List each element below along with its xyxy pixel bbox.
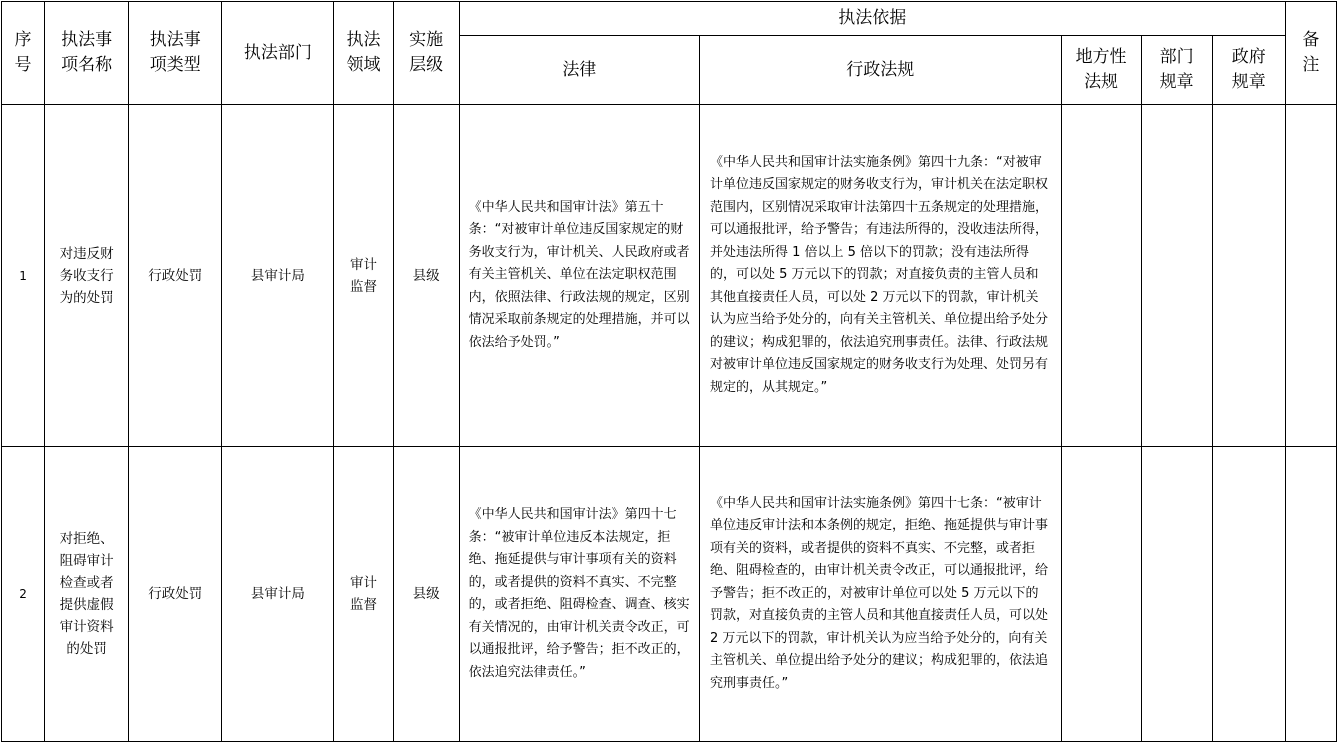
- row-department: 县审计局: [222, 447, 334, 742]
- header-item-name: [45, 2, 129, 105]
- row-level: 县级: [393, 105, 459, 447]
- header-department-label: 执法部门: [243, 42, 312, 63]
- header-item-type-label: 执法事项类型: [149, 30, 201, 75]
- row-gov-rule: [1212, 105, 1285, 447]
- row-level: 县级: [393, 447, 459, 742]
- row-admin-reg: 《中华人民共和国审计法实施条例》第四十七条：“被审计单位违反审计法和本条例的规定，拒绝、拖延提供与审计事项有关的资料，或者提供的资料不真实、不完整，或者拒绝、阻碍检查的，由审计机关责令改正，可以通报批评，给予警告；拒不改正的，对被审计单位可以处 5 万元以下的罚款，对直接负责的主管人员和其他直接责任人员，可以处 2 万元以下的罚款，审计机关认为应当给予处分的，向有关主管机关、单位提出给予处分的建议；构成犯罪的，依法追究刑事责任。”: [699, 447, 1061, 742]
- header-gov-rule-label: 政府规章: [1231, 47, 1266, 92]
- header-seq-label: 序号: [14, 30, 32, 75]
- row-department: 县审计局: [222, 105, 334, 447]
- row-domain-text: 审计监督: [350, 575, 377, 613]
- header-level: [393, 2, 459, 105]
- header-domain-label: 执法领域: [346, 30, 381, 75]
- enforcement-basis-table: [1, 1, 1337, 742]
- header-remark: [1285, 2, 1336, 105]
- header-remark-label: 备注: [1302, 30, 1320, 75]
- header-item-name-label: 执法事项名称: [61, 30, 113, 75]
- row-law: 《中华人民共和国审计法》第四十七条：“被审计单位违反本法规定，拒绝、拖延提供与审计事项有关的资料的，或者提供的资料不真实、不完整的，或者拒绝、阻碍检查、调查、核实有关情况的，由审计机关责令改正，可以通报批评，给予警告；拒不改正的，依法追究法律责任。”: [459, 447, 699, 742]
- header-admin-reg: [699, 36, 1061, 105]
- header-item-type: [129, 2, 222, 105]
- row-remark: [1285, 105, 1336, 447]
- row-item-name-text: 对违反财务收支行为的处罚: [59, 245, 114, 306]
- row-admin-reg: 《中华人民共和国审计法实施条例》第四十九条：“对被审计单位违反国家规定的财务收支行为，审计机关在法定职权范围内，区别情况采取审计法第四十五条规定的处理措施，可以通报批评，给予警告；有违法所得的，没收违法所得，并处违法所得 1 倍以上 5 倍以下的罚款；没有违法所得的，可以处 5 万元以下的罚款；对直接负责的主管人员和其他直接责任人员，可以处 2 万元以下的罚款，审计机关认为应当给予处分的，向有关主管机关、单位提出给予处分的建议；构成犯罪的，依法追究刑事责任。法律、行政法规对被审计单位违反国家规定的财务收支行为处理、处罚另有规定的，从其规定。”: [699, 105, 1061, 447]
- header-dept-rule-label: 部门规章: [1159, 47, 1194, 92]
- header-local-reg: [1061, 36, 1141, 105]
- table-row: [2, 105, 1337, 447]
- header-row-top: [2, 2, 1337, 36]
- table-row: [2, 447, 1337, 742]
- row-domain-text: 审计监督: [350, 256, 377, 295]
- row-domain: [334, 447, 393, 742]
- row-domain: [334, 105, 393, 447]
- row-item-type: 行政处罚: [129, 447, 222, 742]
- header-admin-reg-label: 行政法规: [846, 59, 915, 80]
- row-item-name: [45, 447, 129, 742]
- header-law-label: 法律: [562, 59, 597, 80]
- row-item-name: [45, 105, 129, 447]
- header-law: [459, 36, 699, 105]
- header-domain: [334, 2, 393, 105]
- row-local-reg: [1061, 447, 1141, 742]
- header-seq: [2, 2, 45, 105]
- row-seq: 2: [2, 447, 45, 742]
- row-remark: [1285, 447, 1336, 742]
- row-dept-rule: [1141, 105, 1212, 447]
- row-item-name-text: 对拒绝、阻碍审计检查或者提供虚假审计资料的处罚: [59, 531, 114, 657]
- header-department: [222, 2, 334, 105]
- row-dept-rule: [1141, 447, 1212, 742]
- header-basis-label: 执法依据: [838, 8, 907, 28]
- header-basis: [459, 2, 1285, 36]
- header-level-label: 实施层级: [409, 30, 444, 75]
- row-item-type: 行政处罚: [129, 105, 222, 447]
- row-local-reg: [1061, 105, 1141, 447]
- header-gov-rule: [1212, 36, 1285, 105]
- header-local-reg-label: 地方性法规: [1075, 47, 1127, 92]
- row-law: 《中华人民共和国审计法》第五十条：“对被审计单位违反国家规定的财务收支行为，审计机关、人民政府或者有关主管机关、单位在法定职权范围内，依照法律、行政法规的规定，区别情况采取前条规定的处理措施，并可以依法给予处罚。”: [459, 105, 699, 447]
- row-gov-rule: [1212, 447, 1285, 742]
- row-seq: 1: [2, 105, 45, 447]
- header-dept-rule: [1141, 36, 1212, 105]
